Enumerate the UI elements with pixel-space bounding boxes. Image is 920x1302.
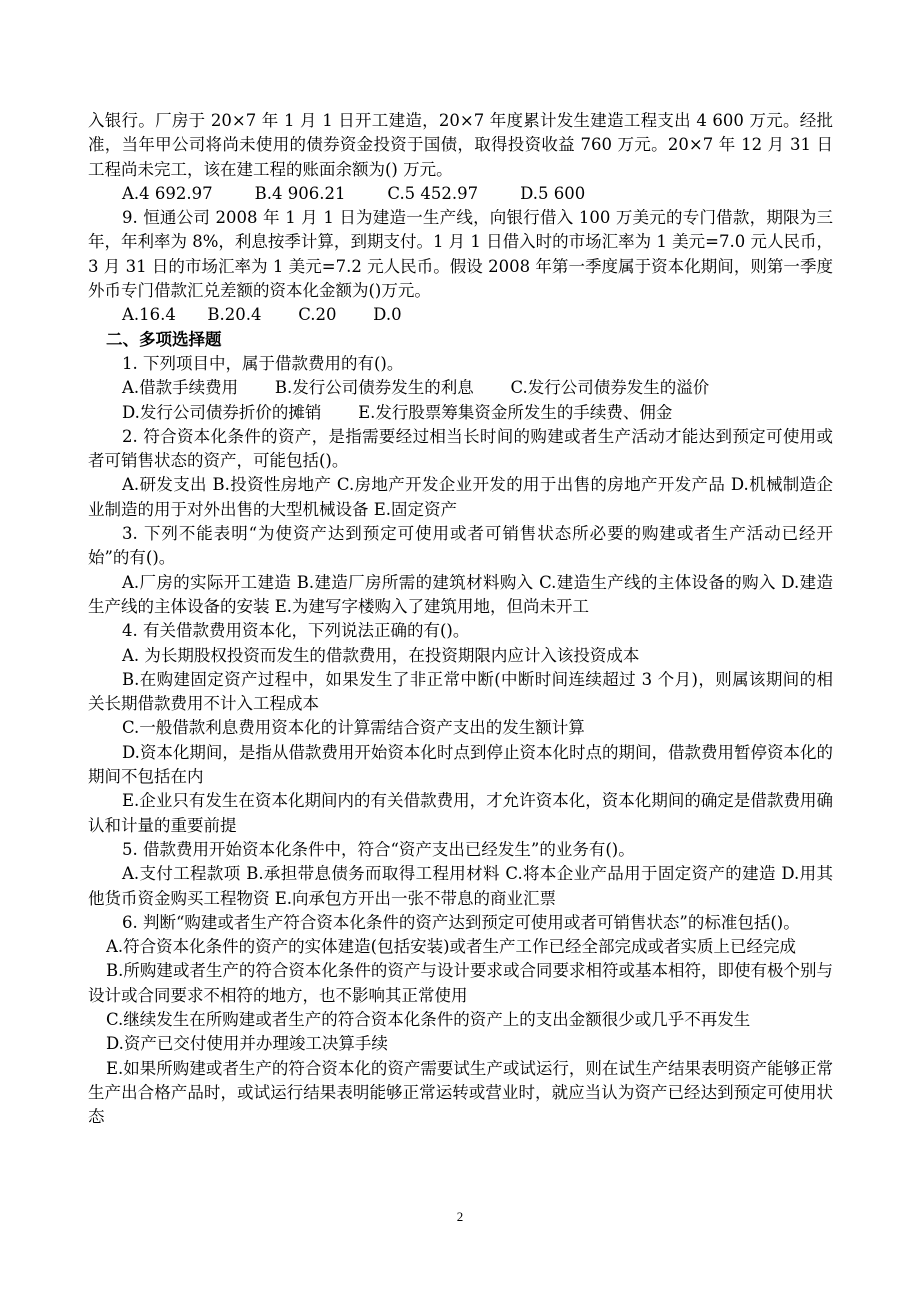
mc-question-4-option-a: A. 为长期股权投资而发生的借款费用，在投资期限内应计入该投资成本 (122, 645, 640, 665)
mc-question-3-options: A.厂房的实际开工建造 B.建造厂房所需的建筑材料购入 C.建造生产线的主体设备的购入 D.建造生产线的主体设备的安装 E.为建写字楼购入了建筑用地，但尚未开工 (88, 572, 833, 616)
question-8-stem-tail: 入银行。厂房于 20×7 年 1 月 1 日开工建造，20×7 年度累计发生建造工程支出 4 600 万元。经批准，当年甲公司将尚未使用的债券资金投资于国债，取得投资收益 760 万元。20×7 年 12 月 31 日工程尚未完工，该在建工程的账面余额为() 万元。 (88, 111, 833, 179)
question-9-stem: 9. 恒通公司 2008 年 1 月 1 日为建造一生产线，向银行借入 100 万美元的专门借款，期限为三年，年利率为 8%，利息按季计算，到期支付。1 月 1 日借入时的市场汇率为 1 美元=7.0 元人民币，3 月 31 日的市场汇率为 1 美元=7.2 元人民币。假设 2008 年第一季度属于资本化期间，则第一季度外币专门借款汇兑差额的资本化金额为()万元。 (88, 208, 833, 301)
mc-question-4-option-e: E.企业只有发生在资本化期间内的有关借款费用，才允许资本化，资本化期间的确定是借款费用确认和计量的重要前提 (88, 791, 833, 835)
mc-question-6-option-c: C.继续发生在所购建或者生产的符合资本化条件的资产上的支出金额很少或几乎不再发生 (106, 1009, 751, 1029)
mc-question-3-stem: 3. 下列不能表明“为使资产达到预定可使用或者可销售状态所必要的购建或者生产活动已经开始”的有()。 (88, 524, 833, 568)
page-number: 2 (456, 1209, 464, 1224)
mc-question-6-option-b: B.所购建或者生产的符合资本化条件的资产与设计要求或合同要求相符或基本相符，即使有极个别与设计或合同要求不相符的地方，也不影响其正常使用 (88, 961, 833, 1005)
mc-question-5-stem: 5. 借款费用开始资本化条件中，符合“资产支出已经发生”的业务有()。 (122, 839, 635, 859)
mc-question-2-options: A.研发支出 B.投资性房地产 C.房地产开发企业开发的用于出售的房地产开发产品 D.机械制造企业制造的用于对外出售的大型机械设备 E.固定资产 (88, 475, 833, 519)
question-9-options: A.16.4 B.20.4 C.20 D.0 (122, 305, 402, 325)
section-heading-multiple-choice: 二、多项选择题 (106, 329, 222, 349)
page-body (88, 109, 833, 1129)
mc-question-4-option-c: C.一般借款利息费用资本化的计算需结合资产支出的发生额计算 (122, 718, 585, 738)
mc-question-5-options: A.支付工程款项 B.承担带息债务而取得工程用材料 C.将本企业产品用于固定资产的建造 D.用其他货币资金购买工程物资 E.向承包方开出一张不带息的商业汇票 (88, 864, 833, 908)
mc-question-4-stem: 4. 有关借款费用资本化，下列说法正确的有()。 (122, 621, 470, 641)
mc-question-1-options-line-2: D.发行公司债券折价的摊销 E.发行股票筹集资金所发生的手续费、佣金 (122, 402, 673, 422)
mc-question-1-stem: 1. 下列项目中，属于借款费用的有()。 (122, 353, 404, 373)
question-8-options: A.4 692.97 B.4 906.21 C.5 452.97 D.5 600 (122, 183, 586, 203)
mc-question-6-stem: 6. 判断“购建或者生产符合资本化条件的资产达到预定可使用或者可销售状态”的标准包括()。 (122, 912, 800, 932)
mc-question-2-stem: 2. 符合资本化条件的资产，是指需要经过相当长时间的购建或者生产活动才能达到预定可使用或者可销售状态的资产，可能包括()。 (88, 426, 833, 471)
mc-question-4-option-d: D.资本化期间，是指从借款费用开始资本化时点到停止资本化时点的期间，借款费用暂停资本化的期间不包括在内 (88, 742, 833, 787)
mc-question-1-options-line-1: A.借款手续费用 B.发行公司债券发生的利息 C.发行公司债券发生的溢价 (122, 378, 710, 398)
mc-question-6-option-d: D.资产已交付使用并办理竣工决算手续 (106, 1034, 388, 1054)
mc-question-4-option-b: B.在购建固定资产过程中，如果发生了非正常中断(中断时间连续超过 3 个月)，则属该期间的相关长期借款费用不计入工程成本 (88, 669, 833, 714)
mc-question-6-option-a: A.符合资本化条件的资产的实体建造(包括安装)或者生产工作已经全部完成或者实质上已经完成 (106, 937, 797, 957)
mc-question-6-option-e: E.如果所购建或者生产的符合资本化的资产需要试生产或试运行，则在试生产结果表明资产能够正常生产出合格产品时，或试运行结果表明能够正常运转或营业时，就应当认为资产已经达到预定可使用状态 (88, 1058, 833, 1127)
